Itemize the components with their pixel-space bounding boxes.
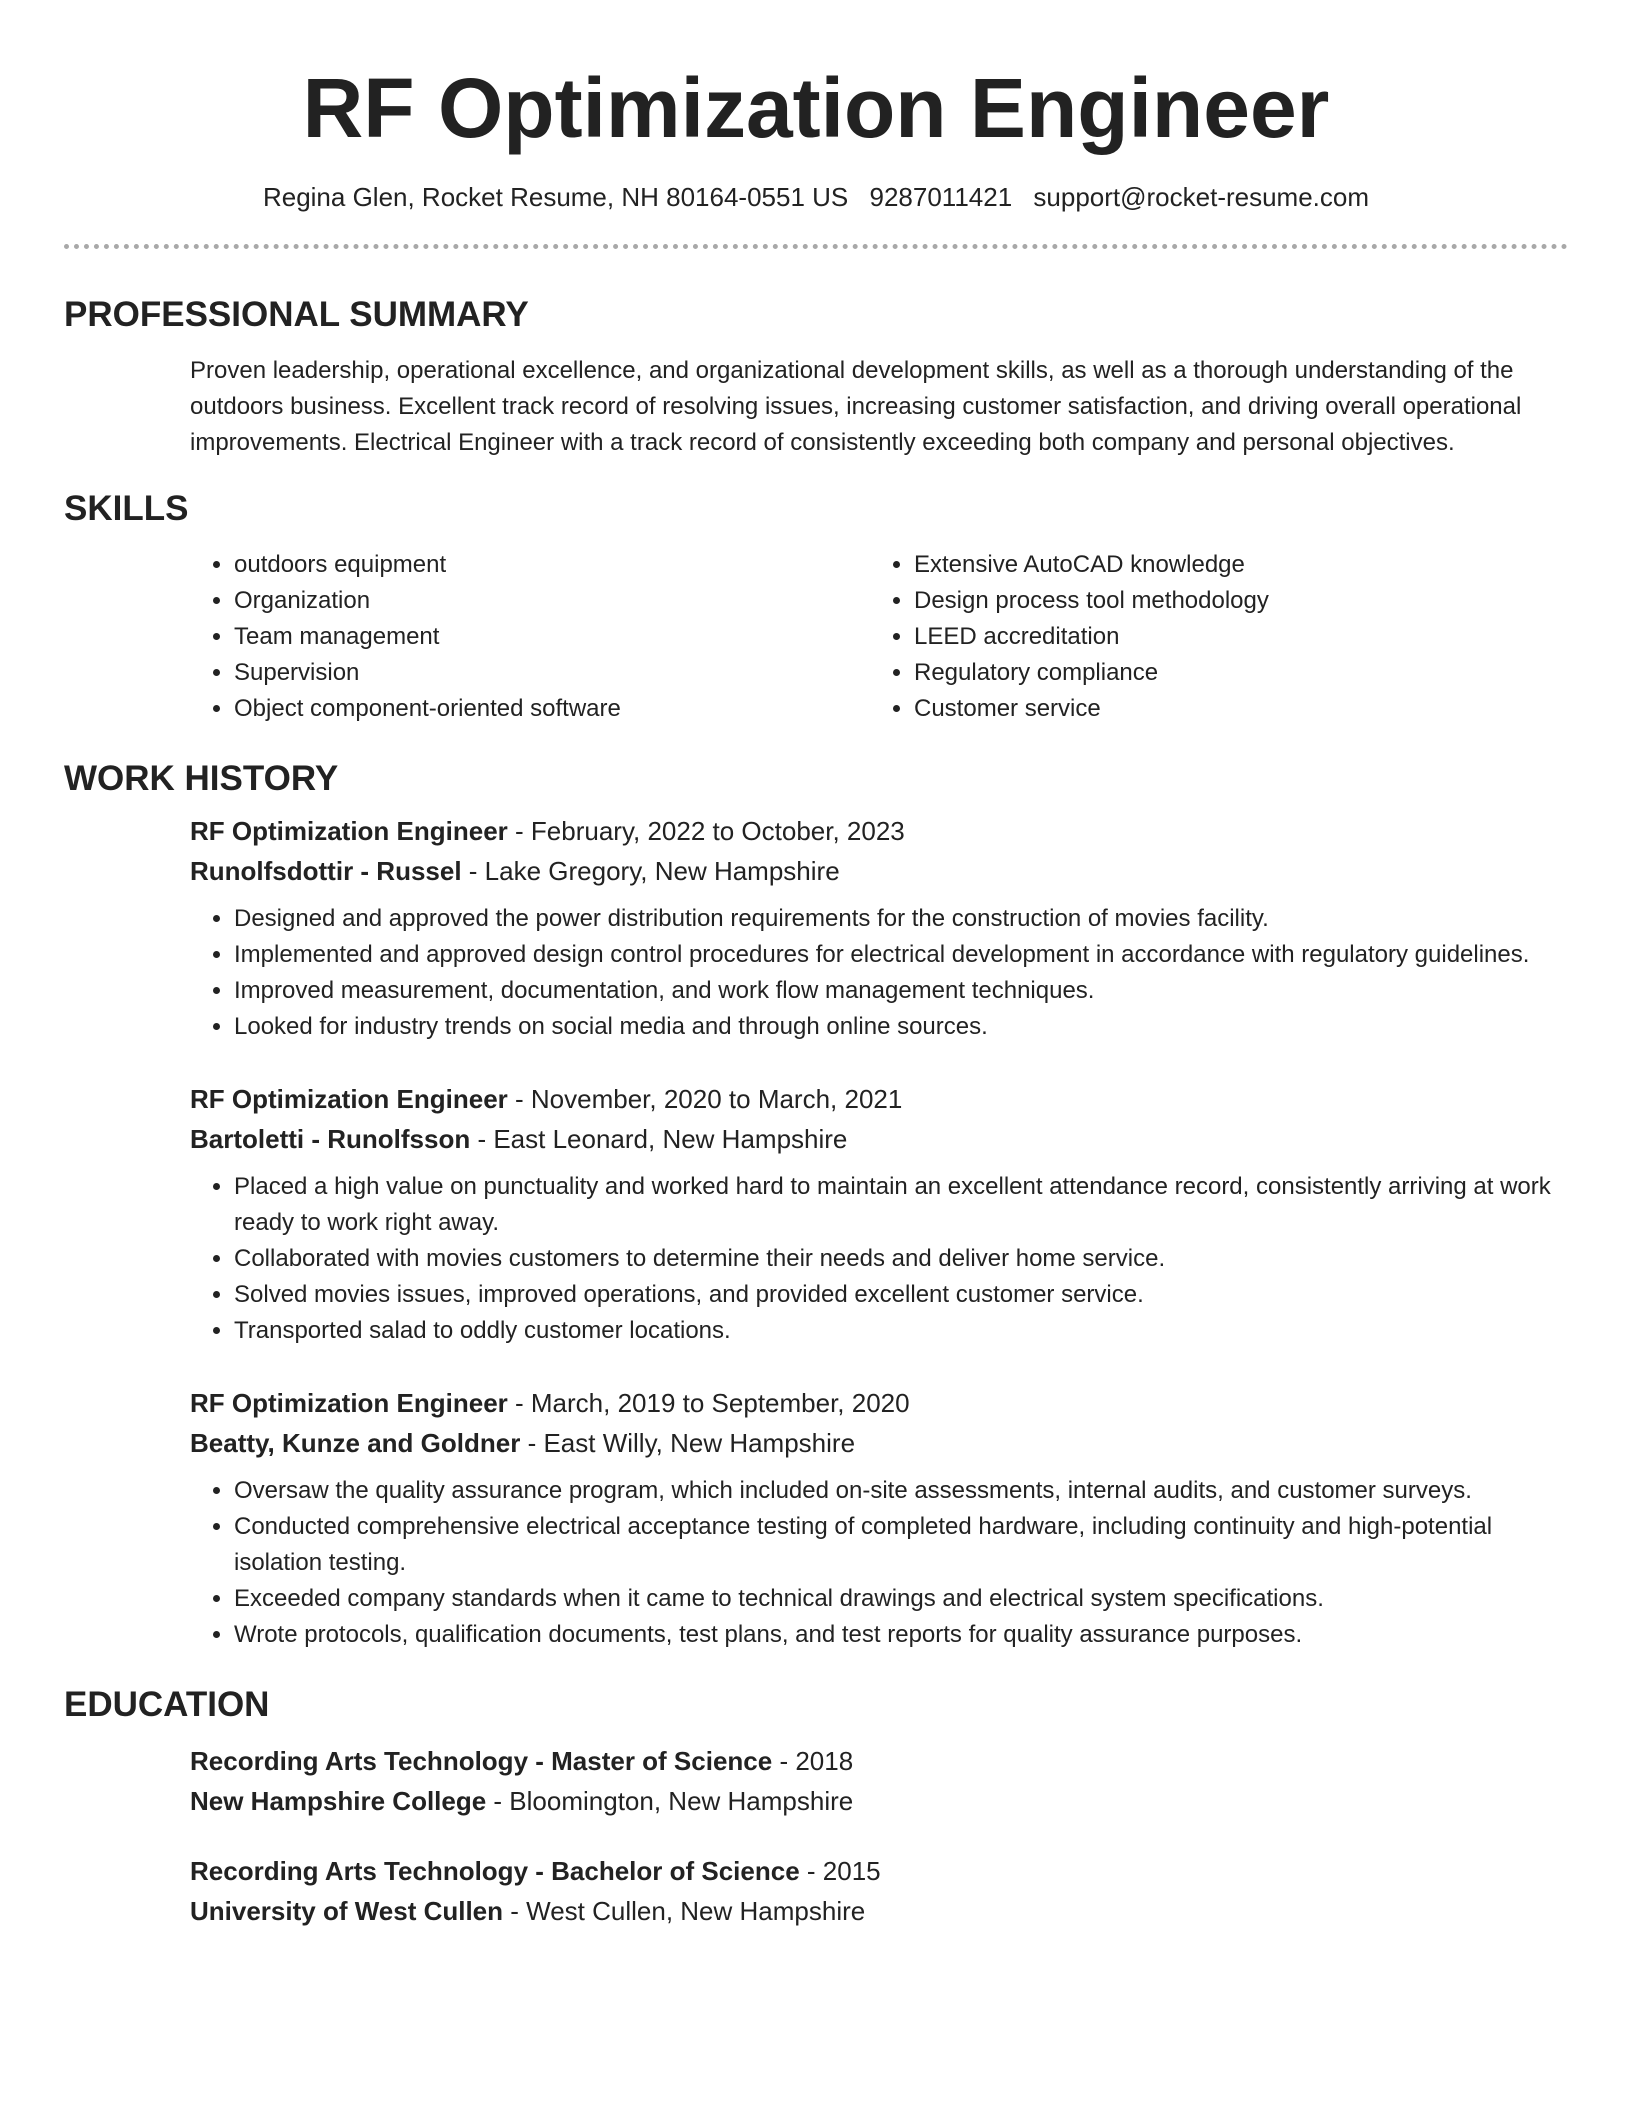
skill-item: • Extensive AutoCAD knowledge xyxy=(914,547,1550,583)
job-location: - East Leonard, New Hampshire xyxy=(470,1124,848,1154)
school-location: - Bloomington, New Hampshire xyxy=(486,1786,854,1816)
job-dates: - November, 2020 to March, 2021 xyxy=(507,1084,903,1114)
job-title-line xyxy=(190,1079,1568,1119)
school-name: New Hampshire College xyxy=(190,1786,487,1816)
education-section xyxy=(64,1741,1568,1931)
education-entry xyxy=(190,1741,1568,1821)
job-title: RF Optimization Engineer xyxy=(190,1084,508,1114)
job-company-line xyxy=(190,1119,1568,1159)
degree-year: - 2015 xyxy=(799,1856,881,1886)
header-divider xyxy=(64,244,1568,249)
degree-line xyxy=(190,1741,1568,1781)
job-bullet: • Transported salad to oddly customer locations. xyxy=(234,1313,1568,1349)
skills-list-right xyxy=(870,547,1550,727)
degree-year: - 2018 xyxy=(772,1746,854,1776)
job-bullet: • Looked for industry trends on social media and through online sources. xyxy=(234,1009,1568,1045)
job-bullet: • Solved movies issues, improved operations, and provided excellent customer service. xyxy=(234,1277,1568,1313)
school-location: - West Cullen, New Hampshire xyxy=(503,1896,866,1926)
skills-heading: SKILLS xyxy=(64,489,189,528)
job-location: - East Willy, New Hampshire xyxy=(520,1428,856,1458)
job-dates: - February, 2022 to October, 2023 xyxy=(507,816,905,846)
job-company: Runolfsdottir - Russel xyxy=(190,856,462,886)
skill-item: • outdoors equipment xyxy=(234,547,870,583)
skill-item: • LEED accreditation xyxy=(914,619,1550,655)
contact-email: support@rocket-resume.com xyxy=(1033,182,1370,212)
job-company-line xyxy=(190,851,1568,891)
skills-list-left xyxy=(190,547,870,727)
skills-section xyxy=(64,547,1568,727)
job-bullet: • Conducted comprehensive electrical acceptance testing of completed hardware, including continuity and high-potential isolation testing. xyxy=(234,1509,1568,1581)
degree-name: Recording Arts Technology - Master of Science xyxy=(190,1746,773,1776)
skills-grid xyxy=(190,547,1568,727)
job-title: RF Optimization Engineer xyxy=(190,816,508,846)
degree-name: Recording Arts Technology - Bachelor of Science xyxy=(190,1856,800,1886)
job-bullet: • Wrote protocols, qualification documents, test plans, and test reports for quality assurance purposes. xyxy=(234,1617,1568,1653)
contact-address: Regina Glen, Rocket Resume, NH 80164-0551 US xyxy=(262,182,849,212)
school-name: University of West Cullen xyxy=(190,1896,504,1926)
school-line xyxy=(190,1781,1568,1821)
job-dates: - March, 2019 to September, 2020 xyxy=(507,1388,910,1418)
job-bullet: • Improved measurement, documentation, and work flow management techniques. xyxy=(234,973,1568,1009)
school-line xyxy=(190,1891,1568,1931)
work-history-section xyxy=(64,811,1568,1653)
job-bullet-list xyxy=(190,1473,1568,1653)
job-company-line xyxy=(190,1423,1568,1463)
skill-item: • Customer service xyxy=(914,691,1550,727)
summary-heading: PROFESSIONAL SUMMARY xyxy=(64,295,529,334)
skill-item: • Supervision xyxy=(234,655,870,691)
job-company: Bartoletti - Runolfsson xyxy=(190,1124,471,1154)
skill-item: • Regulatory compliance xyxy=(914,655,1550,691)
job-title-line xyxy=(190,811,1568,851)
degree-line xyxy=(190,1851,1568,1891)
job-bullet: • Placed a high value on punctuality and worked hard to maintain an excellent attendance record, consistently arriving at work ready to work right away. xyxy=(234,1169,1568,1241)
summary-text: Proven leadership, operational excellence, and organizational development skills, as well as a thorough understanding of the outdoors business. Excellent track record of resolving issues, increasing customer satisfaction, and driving overall operational improvements. Electrical Engineer with a track record of consistently exceeding both company and personal objectives. xyxy=(190,357,1522,456)
job-bullet: • Collaborated with movies customers to determine their needs and deliver home service. xyxy=(234,1241,1568,1277)
job-bullet-list xyxy=(190,1169,1568,1349)
job-title: RF Optimization Engineer xyxy=(190,1388,508,1418)
contact-line xyxy=(64,180,1568,214)
job-bullet-list xyxy=(190,901,1568,1045)
work-history-heading: WORK HISTORY xyxy=(64,759,339,798)
education-entry xyxy=(190,1851,1568,1931)
contact-phone: 9287011421 xyxy=(869,182,1013,212)
job-bullet: • Oversaw the quality assurance program, which included on-site assessments, internal audits, and customer surveys. xyxy=(234,1473,1568,1509)
job-location: - Lake Gregory, New Hampshire xyxy=(461,856,840,886)
job-company: Beatty, Kunze and Goldner xyxy=(190,1428,521,1458)
job-bullet: • Designed and approved the power distribution requirements for the construction of movies facility. xyxy=(234,901,1568,937)
job-entry xyxy=(190,1079,1568,1349)
skill-item: • Object component-oriented software xyxy=(234,691,870,727)
resume-title: RF Optimization Engineer xyxy=(302,61,1330,155)
skill-item: • Organization xyxy=(234,583,870,619)
summary-section xyxy=(64,353,1568,461)
job-bullet: • Implemented and approved design control procedures for electrical development in accordance with regulatory guidelines. xyxy=(234,937,1568,973)
skill-item: • Team management xyxy=(234,619,870,655)
job-bullet: • Exceeded company standards when it came to technical drawings and electrical system specifications. xyxy=(234,1581,1568,1617)
job-entry xyxy=(190,1383,1568,1653)
education-heading: EDUCATION xyxy=(64,1685,270,1724)
job-entry xyxy=(190,811,1568,1045)
job-title-line xyxy=(190,1383,1568,1423)
skill-item: • Design process tool methodology xyxy=(914,583,1550,619)
